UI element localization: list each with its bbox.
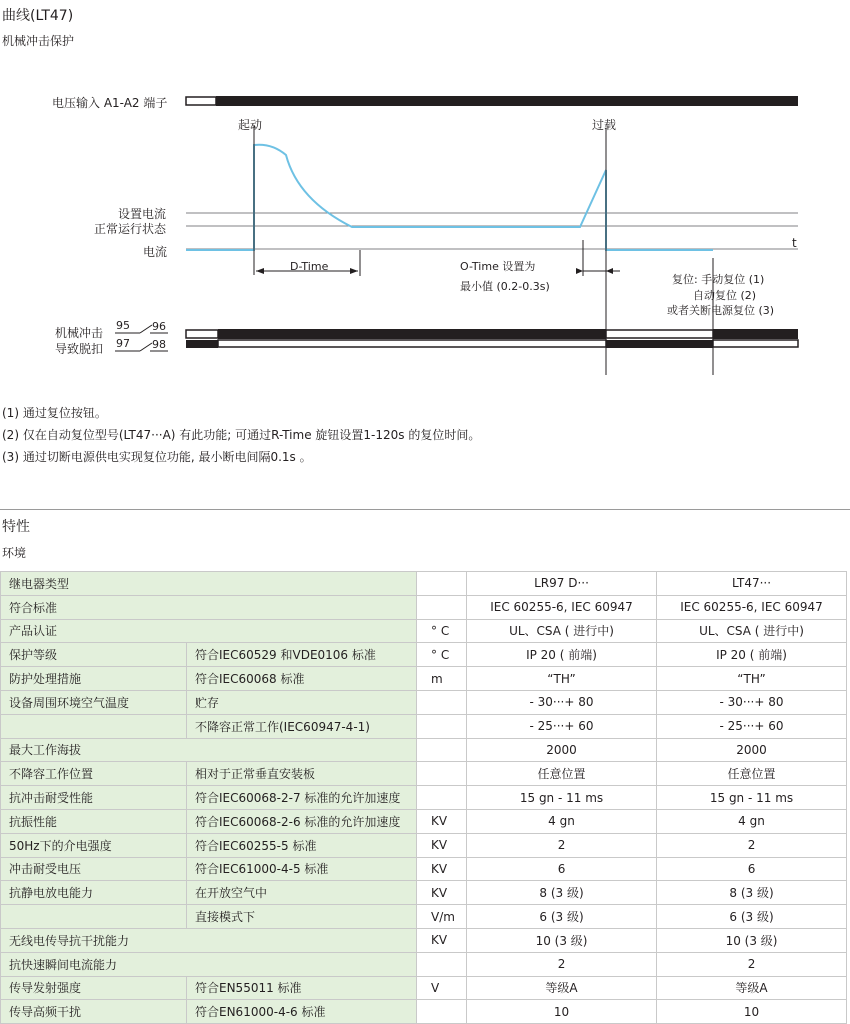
unit-cell: KV <box>417 881 467 905</box>
spec-table <box>0 571 847 1024</box>
unit-cell: ° C <box>417 643 467 667</box>
contact-9596-off-1 <box>186 330 218 338</box>
time-axis-label: t <box>792 236 797 250</box>
note-3: (3) 通过切断电源供电实现复位功能, 最小断电间隔0.1s 。 <box>2 450 312 464</box>
section-divider <box>0 509 850 510</box>
d-time-label: D-Time <box>290 260 329 273</box>
unit-cell <box>417 595 467 619</box>
table-row <box>1 857 847 881</box>
table-row <box>1 667 847 691</box>
param-cell <box>1 905 187 929</box>
param-cell: 防护处理措施 <box>1 667 187 691</box>
current-curve <box>186 145 713 250</box>
value-lt47-cell: 4 gn <box>657 809 847 833</box>
table-row <box>1 690 847 714</box>
overload-label: 过载 <box>592 118 617 132</box>
unit-cell <box>417 1000 467 1024</box>
param-cell: 抗振性能 <box>1 809 187 833</box>
condition-cell: 符合IEC60255-5 标准 <box>187 833 417 857</box>
table-row <box>1 952 847 976</box>
page-subtitle: 机械冲击保护 <box>2 34 75 48</box>
o-time-label: O-Time 设置为 <box>460 260 536 273</box>
page-title: 曲线(LT47) <box>2 8 74 24</box>
value-lr97-cell: 2 <box>467 952 657 976</box>
section-subtitle: 环境 <box>2 546 27 560</box>
header-col-lr97: LR97 D··· <box>467 572 657 596</box>
header-col-lt47: LT47··· <box>657 572 847 596</box>
value-lr97-cell: 6 (3 级) <box>467 905 657 929</box>
unit-cell <box>417 690 467 714</box>
unit-cell <box>417 786 467 810</box>
value-lr97-cell: UL、CSA ( 进行中) <box>467 619 657 643</box>
o-time-arrowhead-right <box>606 268 613 274</box>
contact-9798-on-2 <box>606 340 713 348</box>
unit-cell: ° C <box>417 619 467 643</box>
condition-cell: 不降容正常工作(IEC60947-4-1) <box>187 714 417 738</box>
d-time-arrowhead-left <box>256 268 264 274</box>
d-time-arrowhead-right <box>350 268 358 274</box>
value-lr97-cell: - 25···+ 60 <box>467 714 657 738</box>
table-row <box>1 809 847 833</box>
trip-label-2: 导致脱扣 <box>55 342 104 356</box>
contact-9798-off-2 <box>713 340 798 347</box>
param-cell: 冲击耐受电压 <box>1 857 187 881</box>
contact-9798-on-1 <box>186 340 218 348</box>
value-lr97-cell: IP 20 ( 前端) <box>467 643 657 667</box>
trip-label-1: 机械冲击 <box>55 326 104 340</box>
table-row <box>1 1000 847 1024</box>
value-lt47-cell: 10 (3 级) <box>657 928 847 952</box>
param-cell: 抗静电放电能力 <box>1 881 187 905</box>
value-lt47-cell: 2 <box>657 833 847 857</box>
value-lt47-cell: “TH” <box>657 667 847 691</box>
param-cell: 不降容工作位置 <box>1 762 187 786</box>
contact-9596-off-2 <box>606 330 713 338</box>
table-header-row <box>1 572 847 596</box>
reset-label-1: 复位: 手动复位 (1) <box>672 273 765 286</box>
condition-cell: 符合IEC60068 标准 <box>187 667 417 691</box>
unit-cell: KV <box>417 928 467 952</box>
start-label: 起动 <box>238 118 263 132</box>
table-row <box>1 738 847 762</box>
contact-97-98-switch <box>140 343 152 351</box>
section-title: 特性 <box>2 519 30 535</box>
condition-cell: 在开放空气中 <box>187 881 417 905</box>
condition-cell: 符合IEC60068-2-6 标准的允许加速度 <box>187 809 417 833</box>
table-row <box>1 595 847 619</box>
value-lr97-cell: 15 gn - 11 ms <box>467 786 657 810</box>
contact-9798-off <box>218 340 606 347</box>
value-lt47-cell: 2000 <box>657 738 847 762</box>
value-lr97-cell: 10 (3 级) <box>467 928 657 952</box>
value-lr97-cell: 10 <box>467 1000 657 1024</box>
value-lr97-cell: - 30···+ 80 <box>467 690 657 714</box>
contact-98-label: 98 <box>152 338 166 351</box>
condition-cell: 直接模式下 <box>187 905 417 929</box>
contact-95-label: 95 <box>116 319 130 332</box>
value-lr97-cell: 6 <box>467 857 657 881</box>
header-label: 继电器类型 <box>1 572 417 596</box>
value-lt47-cell: 2 <box>657 952 847 976</box>
value-lt47-cell: 8 (3 级) <box>657 881 847 905</box>
value-lt47-cell: 10 <box>657 1000 847 1024</box>
param-cell: 传导高频干扰 <box>1 1000 187 1024</box>
param-cell: 设备周围环境空气温度 <box>1 690 187 714</box>
o-time-min-label: 最小值 (0.2-0.3s) <box>460 280 550 293</box>
value-lt47-cell: - 25···+ 60 <box>657 714 847 738</box>
unit-cell <box>417 762 467 786</box>
table-row <box>1 643 847 667</box>
o-time-arrowhead-left <box>576 268 583 274</box>
unit-cell <box>417 952 467 976</box>
unit-cell: KV <box>417 833 467 857</box>
voltage-label: 电压输入 A1-A2 端子 <box>52 96 168 110</box>
current-label: 电流 <box>143 245 168 259</box>
value-lr97-cell: 任意位置 <box>467 762 657 786</box>
value-lt47-cell: 等级A <box>657 976 847 1000</box>
value-lr97-cell: 4 gn <box>467 809 657 833</box>
value-lr97-cell: “TH” <box>467 667 657 691</box>
param-cell: 最大工作海拔 <box>1 738 417 762</box>
header-unit <box>417 572 467 596</box>
value-lt47-cell: - 30···+ 80 <box>657 690 847 714</box>
value-lr97-cell: 2000 <box>467 738 657 762</box>
note-2: (2) 仅在自动复位型号(LT47···A) 有此功能; 可通过R-Time 旋钮设置1-120s 的复位时间。 <box>2 428 481 442</box>
value-lt47-cell: 6 (3 级) <box>657 905 847 929</box>
table-row <box>1 905 847 929</box>
value-lt47-cell: IEC 60255-6, IEC 60947 <box>657 595 847 619</box>
table-row <box>1 976 847 1000</box>
unit-cell: KV <box>417 809 467 833</box>
voltage-bar-on <box>216 96 798 106</box>
value-lr97-cell: 8 (3 级) <box>467 881 657 905</box>
param-cell: 保护等级 <box>1 643 187 667</box>
condition-cell: 符合IEC60529 和VDE0106 标准 <box>187 643 417 667</box>
condition-cell: 符合IEC60068-2-7 标准的允许加速度 <box>187 786 417 810</box>
unit-cell: V/m <box>417 905 467 929</box>
table-row <box>1 833 847 857</box>
table-row <box>1 762 847 786</box>
value-lr97-cell: 2 <box>467 833 657 857</box>
table-row <box>1 619 847 643</box>
unit-cell: V <box>417 976 467 1000</box>
note-1: (1) 通过复位按钮。 <box>2 406 107 420</box>
contact-9596-on-2 <box>713 329 798 339</box>
condition-cell: 相对于正常垂直安装板 <box>187 762 417 786</box>
unit-cell: m <box>417 667 467 691</box>
condition-cell: 贮存 <box>187 690 417 714</box>
table-row <box>1 881 847 905</box>
value-lr97-cell: 等级A <box>467 976 657 1000</box>
table-row <box>1 928 847 952</box>
param-cell: 抗冲击耐受性能 <box>1 786 187 810</box>
param-cell: 符合标准 <box>1 595 417 619</box>
unit-cell <box>417 714 467 738</box>
condition-cell: 符合IEC61000-4-5 标准 <box>187 857 417 881</box>
unit-cell: KV <box>417 857 467 881</box>
normal-state-label: 正常运行状态 <box>94 222 167 236</box>
value-lr97-cell: IEC 60255-6, IEC 60947 <box>467 595 657 619</box>
reset-label-3: 或者关断电源复位 (3) <box>667 304 775 317</box>
contact-9596-on <box>218 329 606 339</box>
param-cell: 无线电传导抗干扰能力 <box>1 928 417 952</box>
unit-cell <box>417 738 467 762</box>
contact-95-96-switch <box>140 325 152 333</box>
value-lt47-cell: 15 gn - 11 ms <box>657 786 847 810</box>
contact-97-label: 97 <box>116 337 130 350</box>
param-cell: 50Hz下的介电强度 <box>1 833 187 857</box>
reset-label-2: 自动复位 (2) <box>693 289 757 302</box>
param-cell: 传导发射强度 <box>1 976 187 1000</box>
param-cell <box>1 714 187 738</box>
value-lt47-cell: 任意位置 <box>657 762 847 786</box>
param-cell: 抗快速瞬间电流能力 <box>1 952 417 976</box>
contact-96-label: 96 <box>152 320 166 333</box>
table-row <box>1 714 847 738</box>
condition-cell: 符合EN55011 标准 <box>187 976 417 1000</box>
voltage-bar-off <box>186 97 216 105</box>
value-lt47-cell: 6 <box>657 857 847 881</box>
set-current-label: 设置电流 <box>118 207 167 221</box>
table-row <box>1 786 847 810</box>
condition-cell: 符合EN61000-4-6 标准 <box>187 1000 417 1024</box>
value-lt47-cell: IP 20 ( 前端) <box>657 643 847 667</box>
value-lt47-cell: UL、CSA ( 进行中) <box>657 619 847 643</box>
param-cell: 产品认证 <box>1 619 417 643</box>
